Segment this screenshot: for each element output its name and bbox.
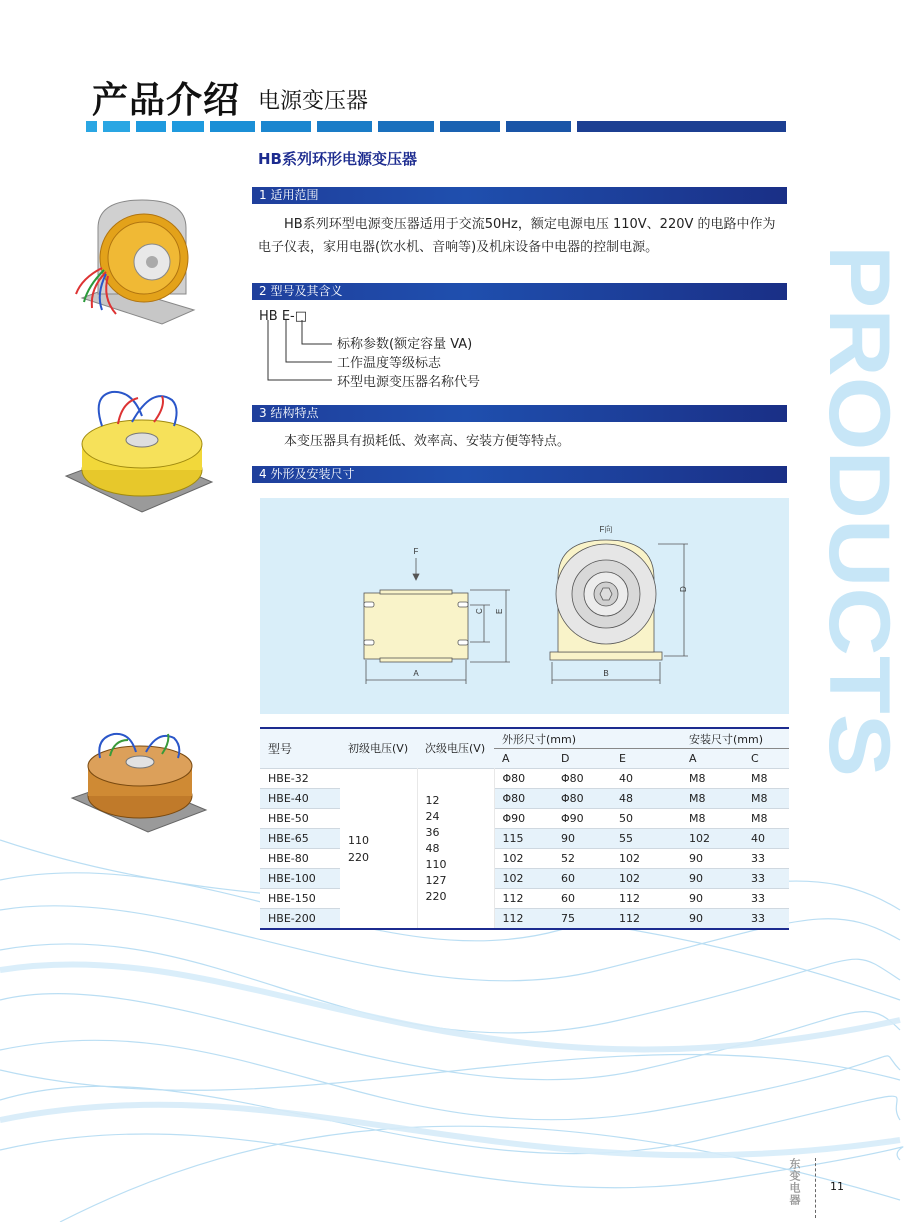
transformer-photo-1 — [62, 198, 202, 333]
label-a: A — [413, 669, 419, 678]
cell-e: 40 — [611, 769, 681, 789]
label-d: D — [679, 586, 688, 592]
table-row — [260, 909, 789, 930]
product-title: HB系列环形电源变压器 — [258, 150, 417, 168]
cell-model: HBE-32 — [260, 769, 340, 789]
cell-d: Φ90 — [553, 809, 611, 829]
cell-c: 33 — [743, 869, 789, 889]
model-item-1: 标称参数(额定容量 VA) — [337, 337, 473, 352]
cell-ia: 102 — [681, 829, 743, 849]
section-2-header: 2 型号及其含义 — [252, 283, 787, 300]
th-install-c: C — [751, 752, 759, 765]
footer-brand: 东变电器 — [788, 1158, 801, 1206]
model-code: HB E-□ — [259, 309, 308, 324]
cell-c: M8 — [743, 769, 789, 789]
cell-ia: 90 — [681, 909, 743, 930]
section-3-header: 3 结构特点 — [252, 405, 787, 422]
page-title: 产品介绍 — [92, 80, 241, 121]
cell-ia: 90 — [681, 869, 743, 889]
label-e: E — [495, 608, 504, 614]
cell-ia: M8 — [681, 769, 743, 789]
cell-d: 60 — [553, 869, 611, 889]
th-model: 型号 — [268, 742, 293, 756]
cell-d: 75 — [553, 909, 611, 930]
th-a: A — [502, 752, 510, 765]
table-row — [260, 849, 789, 869]
section-1-header: 1 适用范围 — [252, 187, 787, 204]
cell-d: 52 — [553, 849, 611, 869]
th-install-a: A — [689, 752, 697, 765]
cell-model: HBE-50 — [260, 809, 340, 829]
spec-table-body — [260, 769, 789, 930]
cell-ia: M8 — [681, 789, 743, 809]
cell-a: 102 — [494, 849, 553, 869]
cell-e: 112 — [611, 909, 681, 930]
front-view — [550, 540, 688, 684]
label-c: C — [475, 608, 484, 614]
cell-model: HBE-40 — [260, 789, 340, 809]
cell-secondary-voltage: 12 24 36 48 110 127 220 — [417, 769, 494, 930]
cell-d: Φ80 — [553, 769, 611, 789]
table-row — [260, 769, 789, 789]
table-row — [260, 789, 789, 809]
cell-a: Φ80 — [494, 789, 553, 809]
cell-d: 60 — [553, 889, 611, 909]
cell-model: HBE-200 — [260, 909, 340, 930]
cell-model: HBE-80 — [260, 849, 340, 869]
page-number: 11 — [830, 1180, 844, 1193]
cell-model: HBE-150 — [260, 889, 340, 909]
section-1-text: HB系列环型电源变压器适用于交流50Hz，额定电源电压 110V、220V 的电路中作为电子仪表，家用电器(饮水机、音响等)及机床设备中电器的控制电源。 — [258, 217, 776, 255]
th-install: 安装尺寸(mm) — [681, 728, 789, 749]
cell-e: 112 — [611, 889, 681, 909]
transformer-photo-3 — [70, 728, 210, 838]
section-4-header: 4 外形及安装尺寸 — [252, 466, 787, 483]
cell-primary-voltage: 110 220 — [340, 769, 417, 930]
cell-a: Φ80 — [494, 769, 553, 789]
footer-divider — [815, 1158, 816, 1218]
cell-ia: 90 — [681, 889, 743, 909]
cell-c: 33 — [743, 849, 789, 869]
model-code-lines — [262, 318, 342, 388]
cell-e: 102 — [611, 849, 681, 869]
cell-a: 112 — [494, 889, 553, 909]
table-row — [260, 809, 789, 829]
th-primary: 初级电压(V) — [348, 742, 409, 755]
cell-model: HBE-100 — [260, 869, 340, 889]
cell-ia: M8 — [681, 809, 743, 829]
page-subtitle: 电源变压器 — [258, 89, 369, 114]
side-products-text — [811, 245, 912, 785]
table-row — [260, 869, 789, 889]
model-item-3: 环型电源变压器名称代号 — [337, 375, 481, 390]
cell-a: Φ90 — [494, 809, 553, 829]
cell-e: 50 — [611, 809, 681, 829]
table-row — [260, 829, 789, 849]
cell-c: M8 — [743, 789, 789, 809]
cell-c: M8 — [743, 809, 789, 829]
dimension-drawing — [260, 498, 789, 714]
cell-e: 102 — [611, 869, 681, 889]
cell-c: 33 — [743, 909, 789, 930]
cell-c: 40 — [743, 829, 789, 849]
dimension-drawing-panel — [260, 498, 789, 714]
model-item-2: 工作温度等级标志 — [337, 356, 442, 371]
label-b: B — [603, 669, 609, 678]
table-row — [260, 889, 789, 909]
header-color-blocks — [86, 121, 786, 132]
cell-a: 112 — [494, 909, 553, 930]
th-secondary: 次级电压(V) — [425, 742, 486, 755]
side-view — [364, 558, 510, 684]
th-e: E — [619, 752, 626, 765]
cell-a: 115 — [494, 829, 553, 849]
th-d: D — [561, 752, 570, 765]
cell-d: 90 — [553, 829, 611, 849]
cell-ia: 90 — [681, 849, 743, 869]
cell-model: HBE-65 — [260, 829, 340, 849]
cell-a: 102 — [494, 869, 553, 889]
th-outline: 外形尺寸(mm) — [494, 728, 681, 749]
label-f-view: F向 — [599, 525, 613, 534]
side-products-label: PRODUCTS — [811, 245, 907, 728]
cell-e: 55 — [611, 829, 681, 849]
transformer-photo-2 — [62, 386, 222, 516]
section-3-text: 本变压器具有损耗低、效率高、安装方便等特点。 — [284, 434, 571, 449]
cell-d: Φ80 — [553, 789, 611, 809]
cell-c: 33 — [743, 889, 789, 909]
label-f: F — [413, 547, 419, 556]
cell-e: 48 — [611, 789, 681, 809]
spec-table — [260, 727, 789, 930]
